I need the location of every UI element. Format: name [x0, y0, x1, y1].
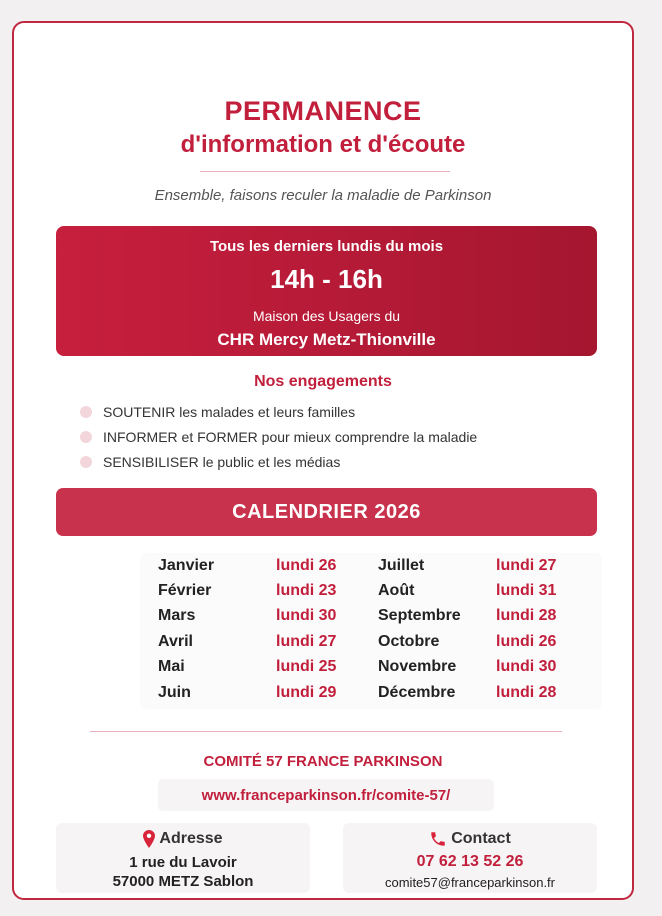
address-header [56, 830, 310, 848]
bullet-dot-icon [80, 456, 92, 468]
website-link[interactable]: www.franceparkinson.fr/comite-57/ [158, 779, 494, 811]
commitment-text: SOUTENIR les malades et leurs familles [103, 403, 356, 420]
calendar-day: lundi 25 [276, 658, 337, 675]
title-line1: PERMANENCE [224, 96, 422, 126]
calendar-month: Décembre [378, 684, 456, 701]
bullet-dot-icon [80, 406, 92, 418]
list-item [80, 399, 477, 424]
calendar-month: Septembre [378, 607, 461, 624]
calendar-month: Mars [158, 607, 196, 624]
commitment-text: INFORMER et FORMER pour mieux comprendre la maladie [103, 428, 478, 445]
calendar-month: Avril [158, 633, 193, 650]
phone-number[interactable]: 07 62 13 52 26 [416, 853, 524, 870]
calendar-day: lundi 30 [276, 607, 337, 624]
schedule-banner [56, 226, 597, 356]
list-item [80, 424, 477, 449]
place-line2: CHR Mercy Metz-Thionville [217, 330, 436, 349]
calendar-month: Janvier [158, 557, 215, 574]
phone-icon [429, 830, 447, 848]
calendar-day: lundi 26 [496, 633, 557, 650]
commitments-list [80, 399, 477, 474]
contact-header [343, 830, 597, 848]
calendar-month: Août [378, 582, 415, 599]
calendar-day: lundi 29 [276, 684, 337, 701]
commitments-title: Nos engagements [254, 373, 392, 390]
calendar-day: lundi 27 [496, 557, 557, 574]
address-line1: 1 rue du Lavoir [129, 854, 237, 871]
tagline: Ensemble, faisons reculer la maladie de Parkinson [154, 187, 492, 204]
calendar-month: Novembre [378, 658, 457, 675]
place-line1: Maison des Usagers du [252, 308, 401, 324]
commitment-text: SENSIBILISER le public et les médias [103, 453, 341, 470]
title-line2: d'information et d'écoute [180, 131, 466, 158]
address-line2: 57000 METZ Sablon [112, 873, 254, 890]
schedule-text: Tous les derniers lundis du mois [209, 238, 444, 255]
calendar-day: lundi 28 [496, 684, 557, 701]
contact-label: Contact [451, 830, 511, 847]
calendar-month: Mai [158, 658, 185, 675]
calendar-day: lundi 23 [276, 582, 337, 599]
calendar-day: lundi 28 [496, 607, 557, 624]
email-address[interactable]: comite57@franceparkinson.fr [385, 875, 555, 890]
calendar-month: Juillet [378, 557, 425, 574]
calendar-day: lundi 30 [496, 658, 557, 675]
contact-box [343, 823, 597, 893]
list-item [80, 449, 477, 474]
calendar-day: lundi 27 [276, 633, 337, 650]
calendar-month: Juin [158, 684, 191, 701]
calendar-day: lundi 31 [496, 582, 557, 599]
map-pin-icon [143, 830, 155, 848]
calendar-grid [140, 553, 602, 709]
calendar-month: Octobre [378, 633, 440, 650]
calendar-month: Février [158, 582, 212, 599]
footer-divider [90, 731, 562, 732]
flyer-card [12, 21, 634, 900]
bullet-dot-icon [80, 431, 92, 443]
address-label: Adresse [159, 830, 223, 847]
address-box [56, 823, 310, 893]
calendar-title: CALENDRIER 2026 [56, 488, 597, 536]
calendar-day: lundi 26 [276, 557, 337, 574]
hours-text: 14h - 16h [270, 264, 383, 294]
committee-name: COMITÉ 57 FRANCE PARKINSON [203, 753, 443, 770]
title-divider [200, 171, 450, 172]
